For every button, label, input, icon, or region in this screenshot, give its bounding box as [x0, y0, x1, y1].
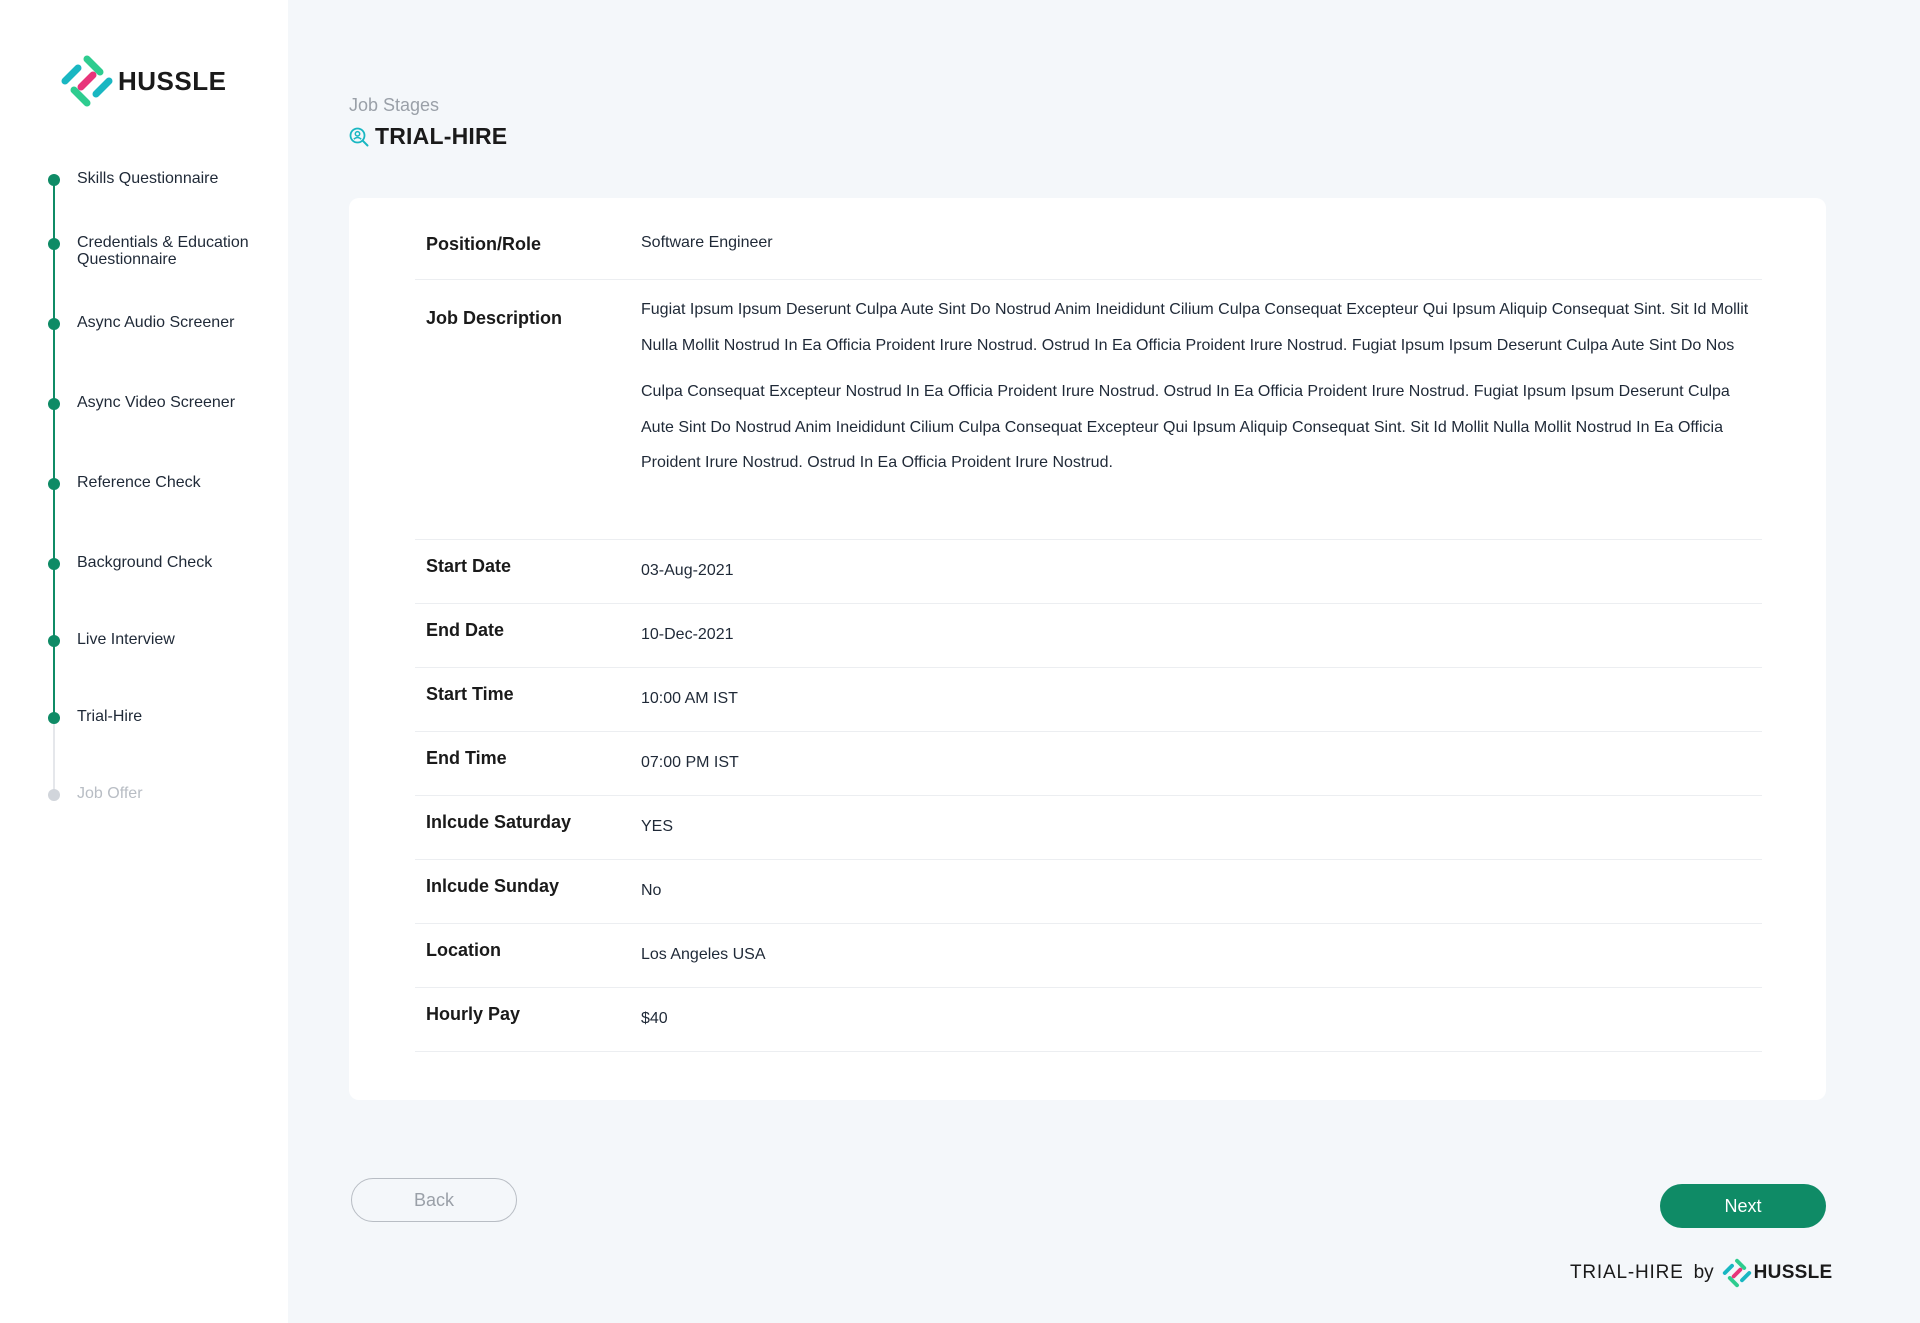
- step-pending-dot: [48, 789, 60, 801]
- detail-row-include-saturday: [415, 796, 1762, 860]
- step-complete-dot: [48, 398, 60, 410]
- stepper-remaining-line: [53, 716, 55, 792]
- detail-row-start-date: [415, 540, 1762, 604]
- detail-label: Position/Role: [426, 234, 542, 254]
- detail-label: End Time: [426, 748, 507, 768]
- step-label: Job Offer: [77, 785, 143, 802]
- detail-row-include-sunday: [415, 860, 1762, 924]
- step-complete-dot: [48, 238, 60, 250]
- footer-product-name: TRIAL-HIRE: [1570, 1262, 1684, 1283]
- detail-value: Los Angeles USA: [641, 946, 766, 963]
- detail-value: 10-Dec-2021: [641, 626, 734, 643]
- step-job-offer: [48, 785, 277, 802]
- page-title-text: TRIAL-HIRE: [375, 123, 508, 149]
- detail-label: Start Time: [426, 684, 514, 704]
- detail-row-end-time: [415, 732, 1762, 796]
- footer-brand: [1570, 1258, 1833, 1288]
- step-background-check[interactable]: [48, 554, 277, 571]
- detail-value: Software Engineer: [641, 234, 773, 251]
- back-button[interactable]: Back: [351, 1178, 517, 1222]
- page-title: [349, 123, 507, 150]
- detail-label: Location: [426, 940, 501, 960]
- detail-value: 10:00 AM IST: [641, 690, 738, 707]
- detail-label: Start Date: [426, 556, 512, 576]
- step-label: Async Video Screener: [77, 394, 236, 411]
- detail-value: $40: [641, 1010, 668, 1027]
- detail-label: Hourly Pay: [426, 1004, 521, 1024]
- step-label: Live Interview: [77, 631, 175, 648]
- step-complete-dot: [48, 318, 60, 330]
- step-skills-questionnaire[interactable]: [48, 170, 277, 187]
- step-complete-dot: [48, 478, 60, 490]
- detail-row-position: [415, 214, 1762, 280]
- step-credentials-education[interactable]: [48, 234, 277, 268]
- step-label: Async Audio Screener: [77, 314, 235, 331]
- step-trial-hire[interactable]: [48, 708, 277, 725]
- step-label: Trial-Hire: [77, 708, 143, 725]
- step-async-video-screener[interactable]: [48, 394, 277, 411]
- step-complete-dot: [48, 558, 60, 570]
- detail-value: 07:00 PM IST: [641, 754, 739, 771]
- detail-label: Inlcude Sunday: [426, 876, 560, 896]
- footer-brand-name: HUSSLE: [1753, 1262, 1833, 1283]
- step-reference-check[interactable]: [48, 474, 277, 491]
- detail-label: End Date: [426, 620, 505, 640]
- step-complete-dot: [48, 174, 60, 186]
- breadcrumb: Job Stages: [349, 95, 440, 115]
- job-stages-stepper: [0, 0, 288, 1323]
- step-current-dot: [48, 712, 60, 724]
- step-label: Skills Questionnaire: [77, 170, 219, 187]
- step-async-audio-screener[interactable]: [48, 314, 277, 331]
- detail-row-job-description: [415, 280, 1762, 540]
- next-button[interactable]: Next: [1660, 1184, 1826, 1228]
- detail-row-start-time: [415, 668, 1762, 732]
- trial-hire-details-card: [349, 198, 1826, 1100]
- hussle-logo-icon: [1722, 1258, 1752, 1288]
- detail-value: YES: [641, 818, 674, 835]
- detail-label: Inlcude Saturday: [426, 812, 572, 832]
- detail-value: No: [641, 882, 662, 899]
- step-live-interview[interactable]: [48, 631, 277, 648]
- step-label: Reference Check: [77, 474, 201, 491]
- job-description-text: [641, 292, 1751, 481]
- detail-row-location: [415, 924, 1762, 988]
- step-label: Background Check: [77, 554, 213, 571]
- search-person-icon: [349, 127, 369, 147]
- detail-row-end-date: [415, 604, 1762, 668]
- detail-row-hourly-pay: [415, 988, 1762, 1052]
- job-description-paragraph: Fugiat Ipsum Ipsum Deserunt Culpa Aute Sint Do Nostrud Anim Ineididunt Cilium Culpa Consequat Excepteur Qui Ipsum Aliquip Consequat Sint. Sit Id Mollit Nulla Mollit Nostrud In Ea Officia Proident Irure Nostrud. Ostrud In Ea Officia Proident Irure Nostrud. Fugiat Ipsum Ipsum Deserunt Culpa Aute Sint Do Nos: [641, 301, 1749, 354]
- brand-name: HUSSLE: [118, 65, 227, 96]
- step-label: Credentials & Education Questionnaire: [77, 234, 249, 268]
- footer-by: by: [1693, 1262, 1714, 1283]
- detail-label: Job Description: [426, 308, 563, 328]
- job-description-paragraph: Culpa Consequat Excepteur Nostrud In Ea Officia Proident Irure Nostrud. Ostrud In Ea Officia Proident Irure Nostrud. Fugiat Ipsum Ipsum Deserunt Culpa Aute Sint Do Nostrud Anim Ineididunt Cilium Culpa Consequat Excepteur Qui Ipsum Aliquip Consequat Sint. Sit Id Mollit Nulla Mollit Nostrud In Ea Officia Proident Irure Nostrud. Ostrud In Ea Officia Proident Irure Nostrud.: [641, 383, 1730, 471]
- step-complete-dot: [48, 635, 60, 647]
- sidebar: [0, 0, 288, 1323]
- detail-value: 03-Aug-2021: [641, 562, 734, 579]
